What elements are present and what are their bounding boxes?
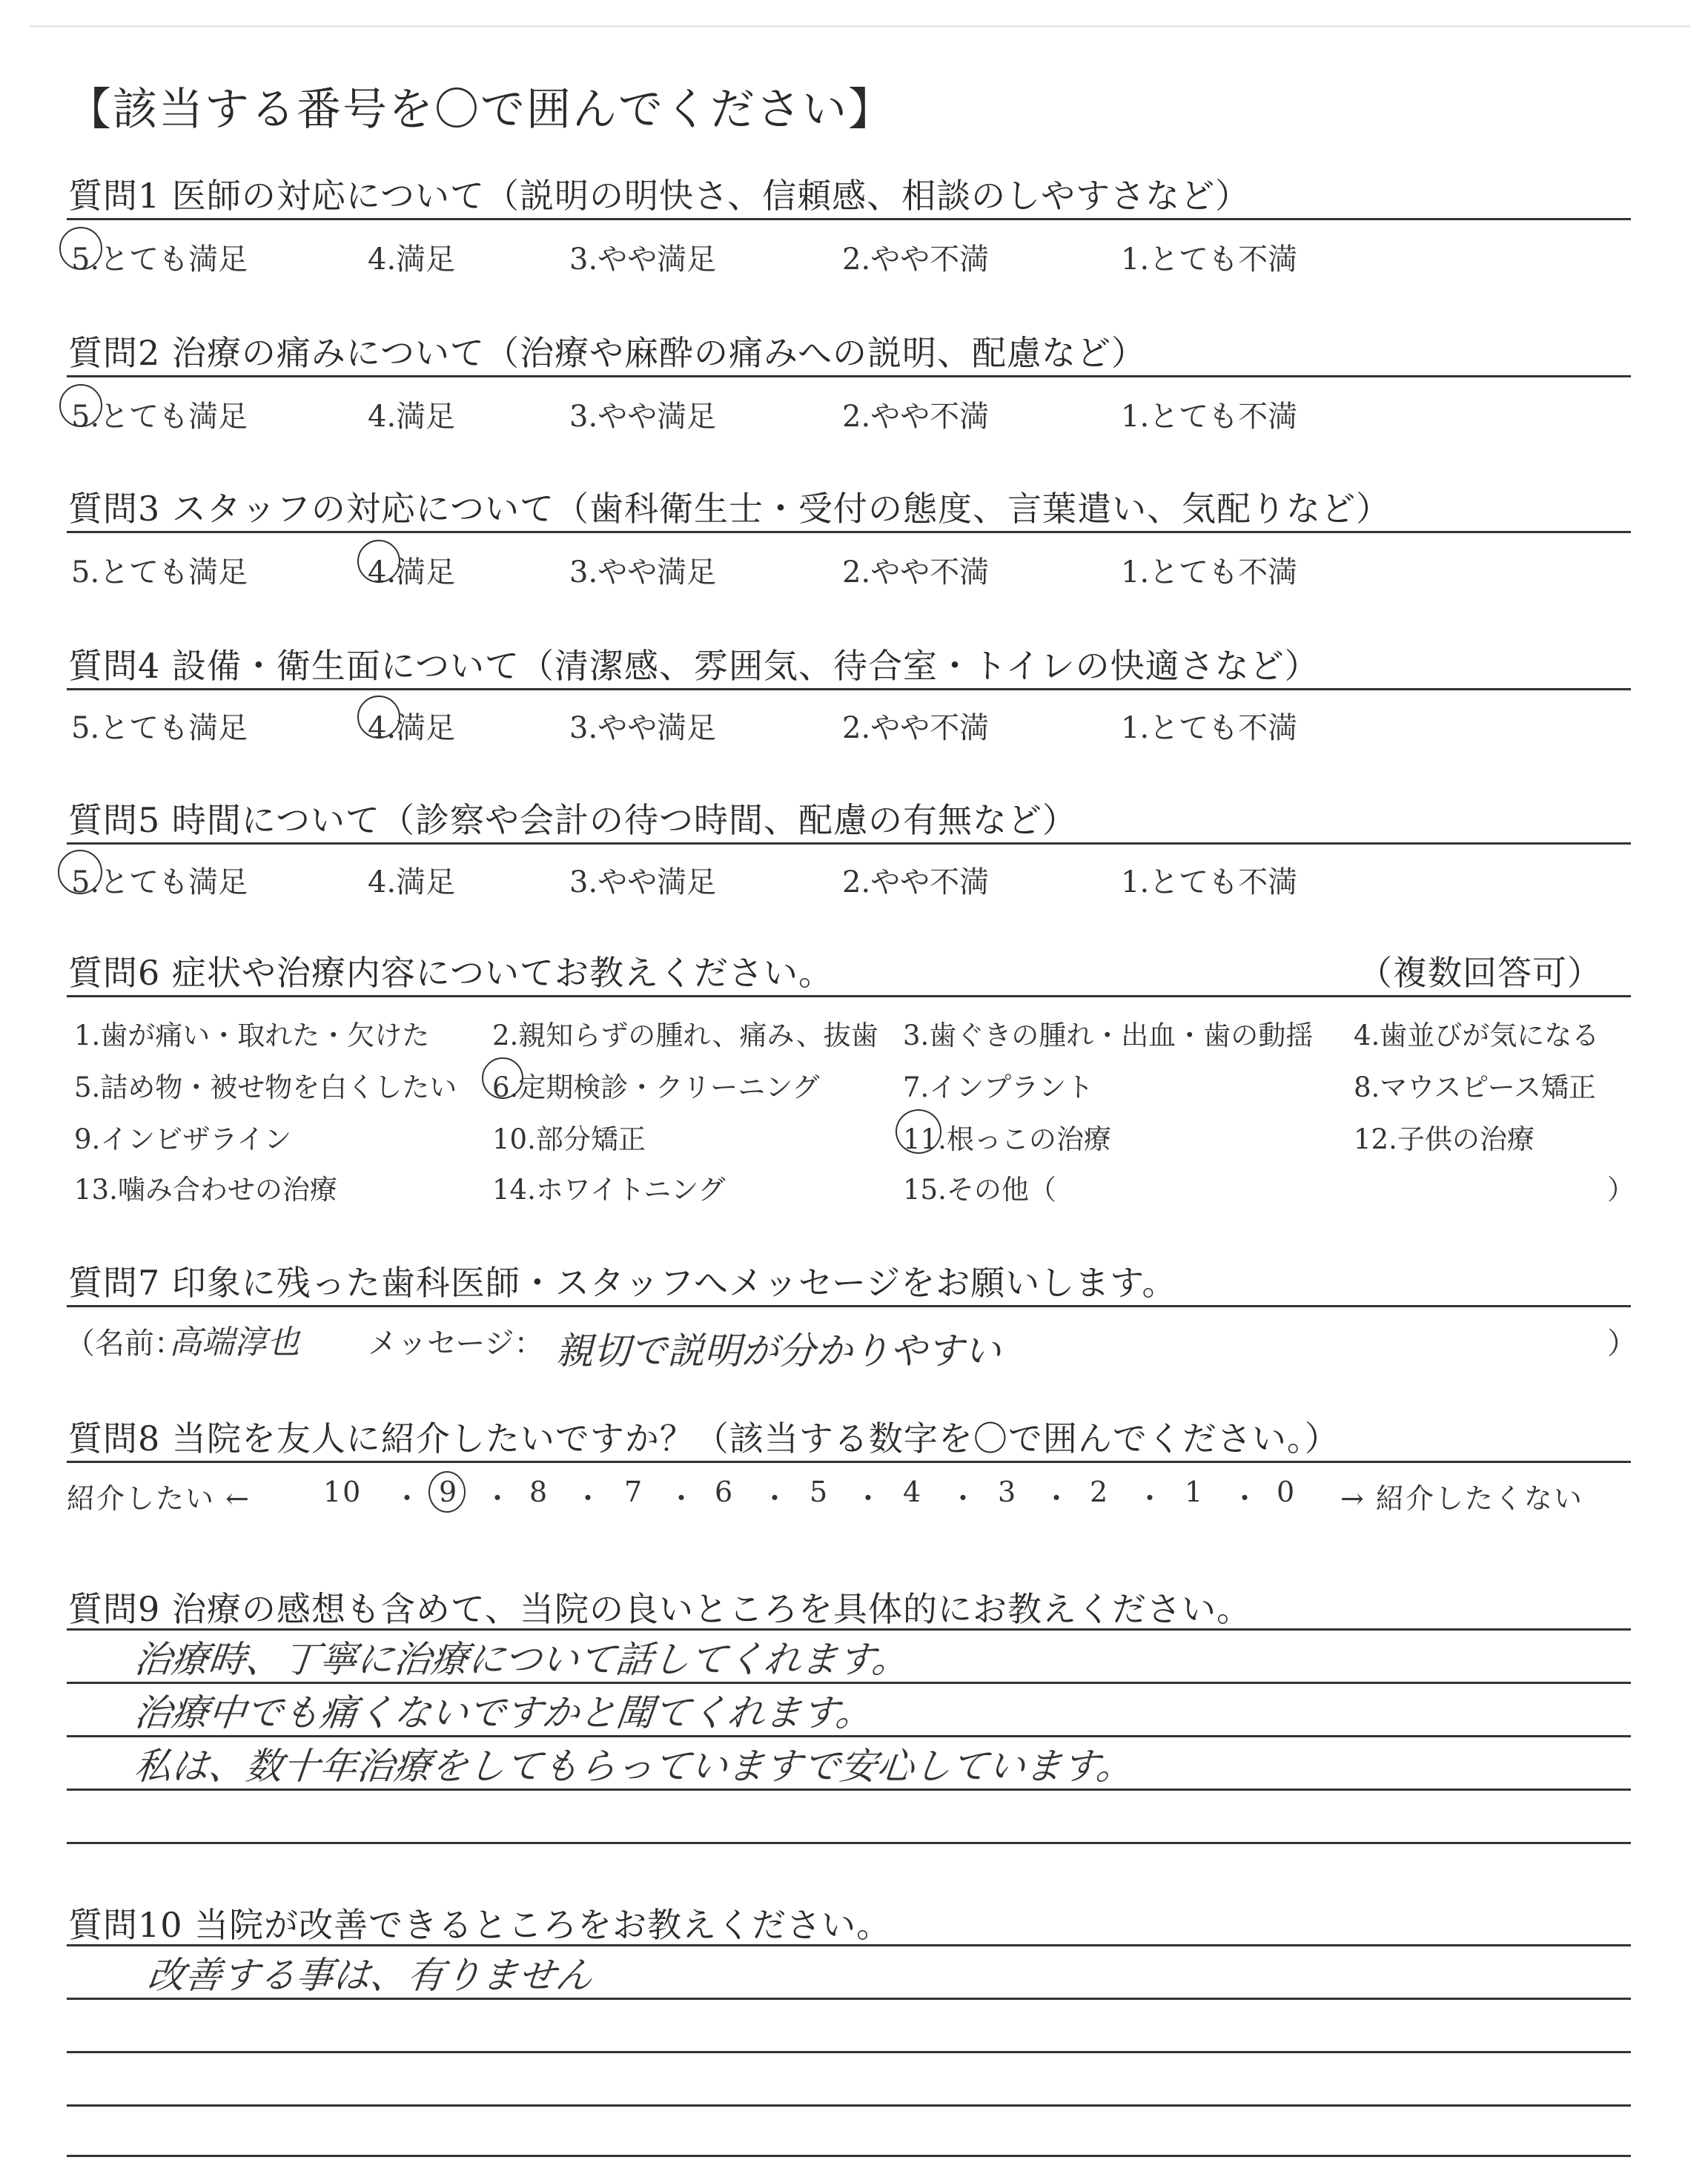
q6-item-6[interactable]: 6.定期検診・クリーニング	[492, 1071, 820, 1103]
q1-option-5[interactable]: 5.とても満足	[71, 242, 248, 277]
q6-item-4[interactable]: 4.歯並びが気になる	[1354, 1020, 1600, 1051]
question-2-title: 質問2 治療の痛みについて（治療や麻酔の痛みへの説明、配慮など）	[68, 333, 1147, 373]
q6-item-7[interactable]: 7.インプラント	[903, 1071, 1094, 1103]
question-3-rule	[67, 531, 1631, 533]
q8-number-10[interactable]: 10	[323, 1476, 363, 1508]
q3-option-5[interactable]: 5.とても満足	[71, 555, 248, 589]
q6-item-5[interactable]: 5.詰め物・被せ物を白くしたい	[74, 1071, 457, 1103]
q4-option-1[interactable]: 1.とても不満	[1121, 711, 1298, 745]
q6-item-11[interactable]: 11.根っこの治療	[903, 1123, 1111, 1155]
q5-option-4[interactable]: 4.満足	[368, 865, 456, 899]
question-5-title: 質問5 時間について（診察や会計の待つ時間、配慮の有無など）	[68, 800, 1077, 840]
question-8-rule	[67, 1461, 1631, 1463]
question-4-title: 質問4 設備・衛生面について（清潔感、雰囲気、待合室・トイレの快適さなど）	[68, 646, 1320, 686]
q8-number-7[interactable]: 7	[624, 1476, 644, 1508]
q7-name-label: （名前：	[65, 1327, 184, 1361]
q6-item-11-circle	[896, 1109, 941, 1154]
q6-item-14[interactable]: 14.ホワイトニング	[492, 1174, 726, 1206]
q8-number-4[interactable]: 4	[903, 1476, 923, 1508]
question-2-rule	[67, 375, 1631, 377]
q5-option-2[interactable]: 2.やや不満	[842, 865, 990, 899]
q6-item-1[interactable]: 1.歯が痛い・取れた・欠けた	[74, 1020, 430, 1051]
q7-name-handwritten[interactable]: 高端淳也	[169, 1324, 299, 1361]
q1-option-4[interactable]: 4.満足	[368, 242, 456, 277]
question-1-rule	[67, 218, 1631, 220]
q1-option-3[interactable]: 3.やや満足	[569, 242, 717, 277]
q8-dot: ・	[761, 1482, 791, 1515]
q2-option-1[interactable]: 1.とても不満	[1121, 400, 1298, 434]
q8-dot: ・	[667, 1482, 698, 1515]
q6-item-15-close: ）	[1607, 1174, 1635, 1206]
q9-handwritten-line-1[interactable]: 治療時、丁寧に治療について話してくれます。	[132, 1638, 912, 1681]
question-6-rule	[67, 995, 1631, 997]
question-10-rule-5	[67, 2155, 1631, 2157]
q8-number-2[interactable]: 2	[1090, 1476, 1110, 1508]
question-7-rule	[67, 1305, 1631, 1307]
q3-option-2[interactable]: 2.やや不満	[842, 555, 990, 589]
q7-message-label: メッセージ：	[368, 1327, 544, 1361]
q10-handwritten-line-1[interactable]: 改善する事は、有りません	[145, 1954, 595, 1997]
q8-right-label: → 紹介したくない	[1340, 1482, 1583, 1515]
question-1-title: 質問1 医師の対応について（説明の明快さ、信頼感、相談のしやすさなど）	[68, 176, 1251, 216]
q9-handwritten-line-2[interactable]: 治療中でも痛くないですかと聞てくれます。	[132, 1691, 875, 1734]
q4-option-3[interactable]: 3.やや満足	[569, 711, 717, 745]
q2-option-3[interactable]: 3.やや満足	[569, 400, 717, 434]
q3-option-4[interactable]: 4.満足	[368, 555, 456, 589]
q2-option-4[interactable]: 4.満足	[368, 400, 456, 434]
q8-dot: ・	[1042, 1482, 1073, 1515]
q6-item-13[interactable]: 13.噛み合わせの治療	[74, 1174, 337, 1206]
question-4-rule	[67, 688, 1631, 690]
q8-number-6[interactable]: 6	[715, 1476, 735, 1508]
q7-close-paren: ）	[1607, 1327, 1637, 1361]
q8-dot: ・	[393, 1482, 423, 1515]
question-10-title: 質問10 当院が改善できるところをお教えください。	[68, 1905, 892, 1945]
q6-item-3[interactable]: 3.歯ぐきの腫れ・出血・歯の動揺	[903, 1020, 1314, 1051]
q6-item-8[interactable]: 8.マウスピース矯正	[1354, 1071, 1596, 1103]
q6-item-15[interactable]: 15.その他（	[903, 1174, 1056, 1206]
q2-selection-circle	[59, 384, 102, 427]
q4-option-2[interactable]: 2.やや不満	[842, 711, 990, 745]
q6-item-6-circle	[482, 1057, 523, 1099]
q5-option-1[interactable]: 1.とても不満	[1121, 865, 1298, 899]
q8-dot: ・	[1231, 1482, 1261, 1515]
q8-dot: ・	[854, 1482, 884, 1515]
q8-number-1[interactable]: 1	[1185, 1476, 1205, 1508]
q2-option-5[interactable]: 5.とても満足	[71, 400, 248, 434]
q8-dot: ・	[949, 1482, 979, 1515]
q6-item-2[interactable]: 2.親知らずの腫れ、痛み、抜歯	[492, 1020, 878, 1051]
question-10-rule-3	[67, 2051, 1631, 2053]
page-header: 【該当する番号を〇で囲んでください】	[67, 84, 894, 136]
q4-option-4[interactable]: 4.満足	[368, 711, 456, 745]
q6-item-9[interactable]: 9.インビザライン	[74, 1123, 292, 1155]
question-9-title: 質問9 治療の感想も含めて、当院の良いところを具体的にお教えください。	[68, 1589, 1251, 1629]
q4-option-5[interactable]: 5.とても満足	[71, 711, 248, 745]
q8-dot: ・	[1136, 1482, 1166, 1515]
q5-selection-circle	[58, 850, 102, 894]
question-7-title: 質問7 印象に残った歯科医師・スタッフへメッセージをお願いします。	[68, 1263, 1177, 1303]
top-divider	[30, 25, 1690, 27]
question-9-rule-5	[67, 1842, 1631, 1844]
q8-number-0[interactable]: 0	[1277, 1476, 1297, 1508]
q3-option-1[interactable]: 1.とても不満	[1121, 555, 1298, 589]
q5-option-3[interactable]: 3.やや満足	[569, 865, 717, 899]
q1-option-2[interactable]: 2.やや不満	[842, 242, 990, 277]
q3-option-3[interactable]: 3.やや満足	[569, 555, 717, 589]
question-6-note: （複数回答可）	[1358, 953, 1602, 993]
q6-item-12[interactable]: 12.子供の治療	[1354, 1123, 1535, 1155]
question-10-rule-4	[67, 2104, 1631, 2107]
q4-selection-circle	[357, 696, 400, 739]
q8-dot: ・	[483, 1482, 514, 1515]
q8-left-label: 紹介したい ←	[67, 1482, 251, 1515]
q8-number-3[interactable]: 3	[998, 1476, 1018, 1508]
question-8-title: 質問8 当院を友人に紹介したいですか？（該当する数字を〇で囲んでください。）	[68, 1418, 1340, 1459]
q2-option-2[interactable]: 2.やや不満	[842, 400, 990, 434]
q1-selection-circle	[59, 227, 102, 270]
q8-number-8[interactable]: 8	[529, 1476, 549, 1508]
q5-option-5[interactable]: 5.とても満足	[71, 865, 248, 899]
q8-number-5[interactable]: 5	[810, 1476, 830, 1508]
question-5-rule	[67, 842, 1631, 845]
q8-dot: ・	[574, 1482, 604, 1515]
q3-selection-circle	[357, 540, 400, 583]
q9-handwritten-line-3[interactable]: 私は、数十年治療をしてもらっていますで安心しています。	[132, 1745, 1136, 1788]
question-3-title: 質問3 スタッフの対応について（歯科衛生士・受付の態度、言葉遣い、気配りなど）	[68, 489, 1391, 529]
question-6-title: 質問6 症状や治療内容についてお教えください。	[68, 953, 833, 993]
q6-item-10[interactable]: 10.部分矯正	[492, 1123, 646, 1155]
q7-message-handwritten[interactable]: 親切で説明が分かりやすい	[556, 1330, 1001, 1373]
q8-selection-circle	[428, 1471, 466, 1513]
q1-option-1[interactable]: 1.とても不満	[1121, 242, 1298, 277]
q8-number-9[interactable]: 9	[439, 1476, 459, 1508]
